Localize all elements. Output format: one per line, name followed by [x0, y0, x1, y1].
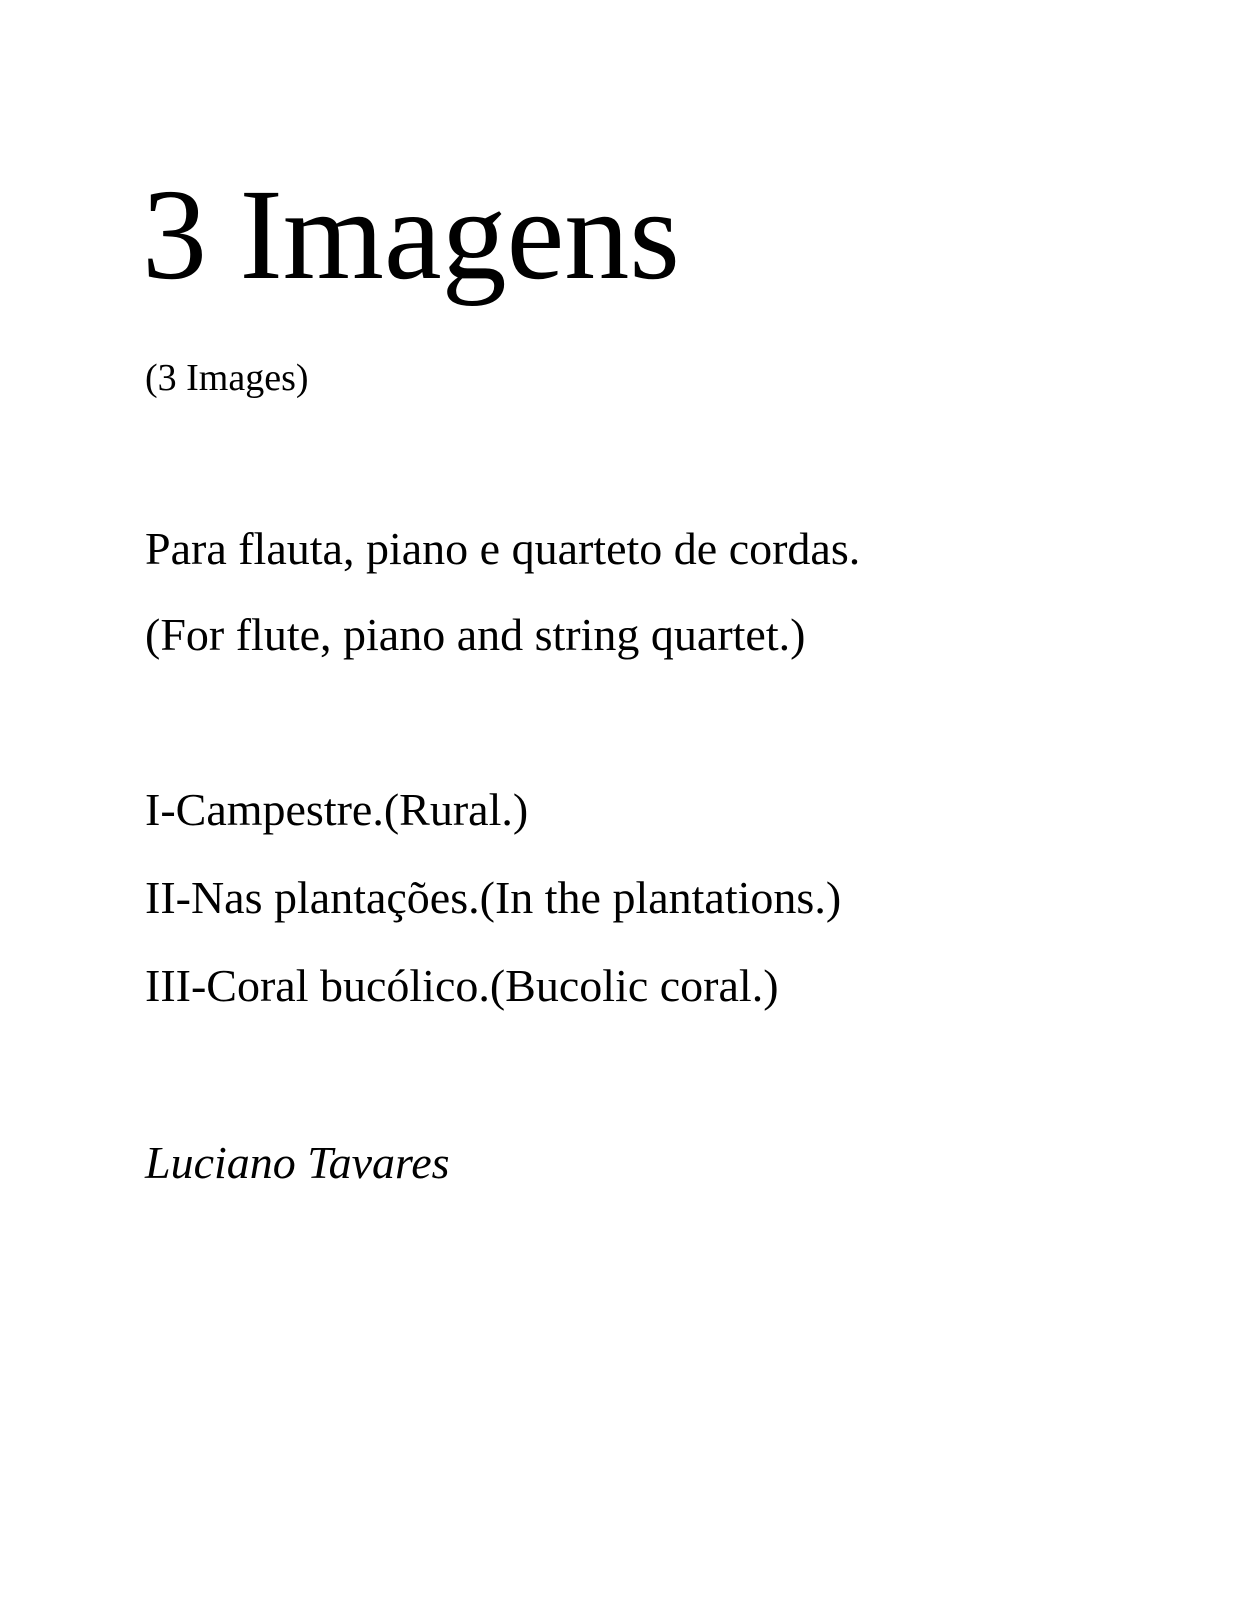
instrumentation-english: (For flute, piano and string quartet.)	[145, 609, 806, 660]
subtitle: (3 Images)	[145, 357, 309, 399]
page-title: 3 Imagens	[142, 163, 680, 307]
movement-item: I-Campestre.(Rural.)	[145, 784, 529, 835]
movement-item: II-Nas plantações.(In the plantations.)	[145, 872, 842, 923]
author-name: Luciano Tavares	[145, 1137, 450, 1188]
instrumentation-portuguese: Para flauta, piano e quarteto de cordas.	[145, 523, 861, 574]
movement-item: III-Coral bucólico.(Bucolic coral.)	[145, 960, 779, 1011]
